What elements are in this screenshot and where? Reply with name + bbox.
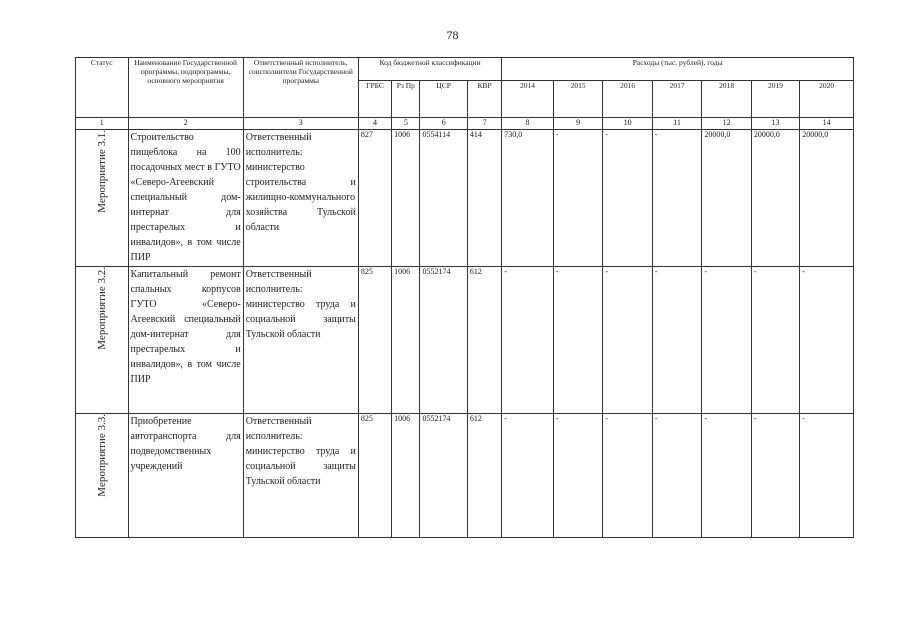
col-number: 3 [243, 118, 358, 130]
row-value-2017: - [652, 267, 702, 414]
row-value-2014: 730,0 [502, 130, 554, 267]
row-value-2014: - [502, 267, 554, 414]
row-value-2019: - [751, 267, 799, 414]
header-year-2019: 2019 [751, 81, 799, 118]
row-kvr: 612 [467, 267, 501, 414]
row-value-2019: - [751, 414, 799, 538]
row-value-2015: - [553, 130, 603, 267]
row-value-2018: 20000,0 [702, 130, 752, 267]
row-value-2017: - [652, 414, 702, 538]
row-csr: 0552174 [420, 267, 467, 414]
col-number: 9 [553, 118, 603, 130]
column-number-row [76, 118, 854, 130]
row-value-2019: 20000,0 [751, 130, 799, 267]
row-value-2016: - [603, 267, 653, 414]
header-year-2016: 2016 [603, 81, 653, 118]
row-rzpr: 1006 [392, 267, 420, 414]
row-csr: 0554114 [420, 130, 467, 267]
header-responsible: Ответственный исполнитель, соисполнители Государственной программы [243, 58, 358, 118]
header-year-2018: 2018 [702, 81, 752, 118]
row-value-2018: - [702, 267, 752, 414]
col-number: 11 [652, 118, 702, 130]
header-rzpr: Рз Пр [392, 81, 420, 118]
row-name: Строительство пищеблока на 100 посадочных мест в ГУТО «Северо-Агеевский специальный дом-интернат для престарелых и инвалидов», в том числе ПИР [128, 130, 243, 267]
row-grbs: 825 [358, 267, 391, 414]
col-number: 1 [76, 118, 129, 130]
header-program-name: Наименование Государственной программы, подпрограммы, основного мероприятия [128, 58, 243, 118]
header-year-2015: 2015 [553, 81, 603, 118]
col-number: 14 [800, 118, 854, 130]
col-number: 6 [420, 118, 467, 130]
header-grbs: ГРБС [358, 81, 391, 118]
row-value-2015: - [553, 414, 603, 538]
row-responsible: Ответственный исполнитель: министерство труда и социальной защиты Тульской области [243, 267, 358, 414]
row-csr: 0552174 [420, 414, 467, 538]
row-responsible: Ответственный исполнитель: министерство труда и социальной защиты Тульской области [243, 414, 358, 538]
row-value-2015: - [553, 267, 603, 414]
row-value-2014: - [502, 414, 554, 538]
status-label: Мероприятие 3.2. [95, 267, 108, 350]
row-value-2017: - [652, 130, 702, 267]
col-number: 4 [358, 118, 391, 130]
header-budget-code: Код бюджетной классификации [358, 58, 501, 81]
header-year-2020: 2020 [800, 81, 854, 118]
col-number: 5 [392, 118, 420, 130]
row-rzpr: 1006 [392, 414, 420, 538]
row-name: Приобретение автотранспорта для подведомственных учреждений [128, 414, 243, 538]
status-label: Мероприятие 3.1. [95, 130, 108, 213]
row-grbs: 825 [358, 414, 391, 538]
row-value-2016: - [603, 130, 653, 267]
col-number: 13 [751, 118, 799, 130]
col-number: 2 [128, 118, 243, 130]
row-rzpr: 1006 [392, 130, 420, 267]
col-number: 7 [467, 118, 501, 130]
page-number: 78 [446, 28, 459, 42]
row-status [76, 130, 129, 267]
header-row-top [76, 58, 854, 81]
row-value-2020: - [800, 267, 854, 414]
header-expenses: Расходы (тыс. рублей), годы [502, 58, 854, 81]
header-csr: ЦСР [420, 81, 467, 118]
row-kvr: 612 [467, 414, 501, 538]
row-kvr: 414 [467, 130, 501, 267]
budget-table [75, 57, 854, 538]
col-number: 12 [702, 118, 752, 130]
status-label: Мероприятие 3.3. [95, 414, 108, 497]
row-value-2018: - [702, 414, 752, 538]
row-value-2020: - [800, 414, 854, 538]
header-kvr: КВР [467, 81, 501, 118]
row-responsible: Ответственный исполнитель: министерство строительства и жилищно-коммунального хозяйства Тульской области [243, 130, 358, 267]
table-row [76, 130, 854, 267]
row-grbs: 827 [358, 130, 391, 267]
header-year-2014: 2014 [502, 81, 554, 118]
header-year-2017: 2017 [652, 81, 702, 118]
row-status [76, 414, 129, 538]
table-row [76, 414, 854, 538]
row-value-2020: 20000,0 [800, 130, 854, 267]
col-number: 10 [603, 118, 653, 130]
header-status: Статус [76, 58, 129, 118]
table-row [76, 267, 854, 414]
col-number: 8 [502, 118, 554, 130]
row-name: Капитальный ремонт спальных корпусов ГУТО «Северо-Агеевский специальный дом-интернат для престарелых и инвалидов», в том числе ПИР [128, 267, 243, 414]
row-status [76, 267, 129, 414]
row-value-2016: - [603, 414, 653, 538]
